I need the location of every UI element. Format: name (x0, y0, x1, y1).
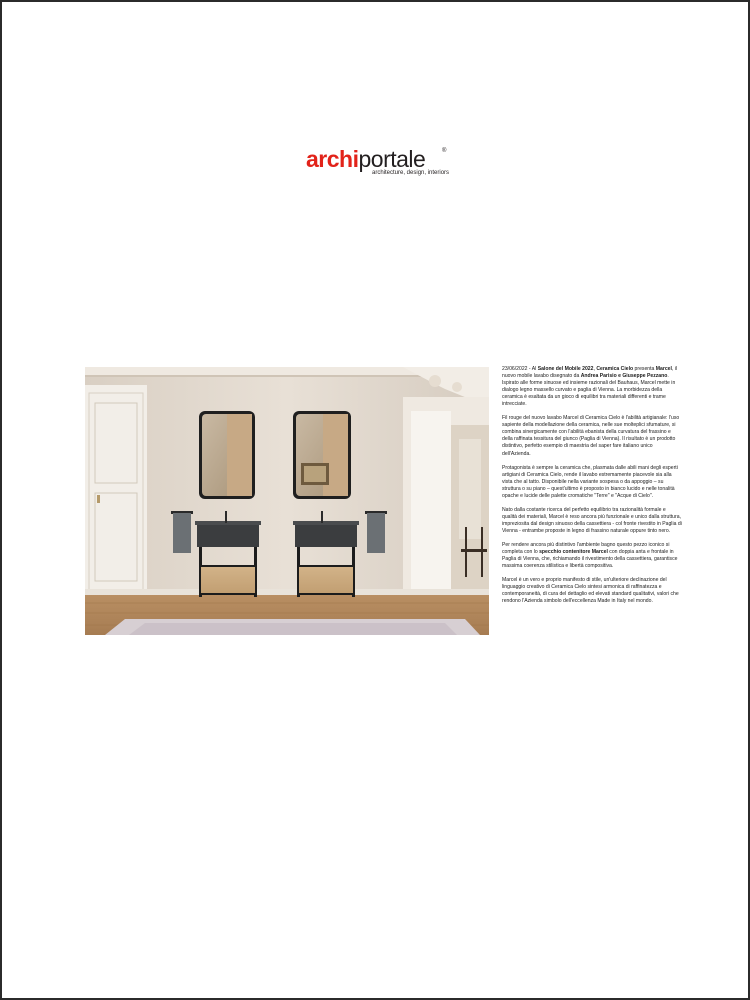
text-run: presenta (633, 366, 656, 372)
separator: , (593, 366, 597, 372)
registered-mark: ® (442, 148, 447, 154)
article-paragraph: Protagonista è sempre la ceramica che, plasmata dalle abili mani degli esperti artigiani di Ceramica Cielo, rende il lavabo estremamente piacevole sia alla vista che al tatto. Disponibile nella variante sospesa o da appoggio – su struttura o su piano – quest'ultimo è proposto in bianco lucido e nelle tonalità opache e lucide delle palette cromatiche "Terre" e "Acque di Cielo". (502, 464, 678, 499)
brand-name: Ceramica Cielo (596, 366, 634, 372)
article-paragraph (502, 366, 682, 408)
mirror-product-name: specchio contenitore Marcel (539, 549, 608, 556)
logo-tagline: architecture, design, interiors (372, 170, 450, 176)
article-paragraph: Nato dalla costante ricerca del perfetto equilibrio tra razionalità formale e qualità dei materiali, Marcel è reso ancora più funzionale e unico dalla struttura, impreziosita dal design sinuoso della cassettiera - col fronte rivestito in Paglia di Vienna - entrambe proposte in legno di frassino naturale oppure tinto nero. (502, 506, 682, 534)
article-body (502, 366, 682, 612)
article-paragraph (502, 542, 682, 570)
logo-wordmark (306, 146, 425, 172)
logo-archi-text: archi (306, 146, 359, 172)
text-run: , il nuovo mobile lavabo disegnato da (502, 366, 678, 380)
article-date: 23/06/2022 - Al (502, 366, 538, 372)
bathroom-photo (85, 367, 489, 635)
text-run: con doppia anta e frontale in Paglia di Vienna, che, richiamando il rivestimento della cassettiera, garantisce massima coerenza stilistica e libertà compositiva. (502, 549, 678, 570)
text-run: . Ispirato alle forme sinuose ed insieme razionali del Bauhaus, Marcel mette in dialogo legno massello curvato e paglia di Vienna. La morbidezza della ceramica è esaltata da un gioco di equilibri tra materiali differenti e trame intrecciate. (502, 373, 676, 408)
event-name: Salone del Mobile 2022 (537, 366, 594, 372)
text-run: Per rendere ancora più distintivo l'ambiente bagno questo pezzo iconico si completa con lo (502, 541, 670, 556)
designers-name: Andrea Parisio e Giuseppe Pezzano (580, 373, 668, 380)
archiportale-logo[interactable] (306, 146, 456, 180)
logo-portale-text: portale (358, 146, 426, 172)
product-name: Marcel (655, 366, 672, 372)
article-paragraph: Marcel è un vero e proprio manifesto di stile, un'ulteriore declinazione del linguaggio creativo di Ceramica Cielo sintesi armonica di raffinatezza e contemporaneità, di cura del dettaglio ed elevati standard qualitativi, valori che rendono l'Azienda simbolo dell'eccellenza Made in Italy nel mondo. (502, 577, 679, 605)
article-paragraph: Fil rouge del nuovo lavabo Marcel di Ceramica Cielo è l'abilità artigianale: l'uso sapiente della modellazione della ceramica, nelle sue molteplici sfumature, si combina sinergicamente con l'abilità ebanista della curvatura del frassino e della raffinata tessitura del giunco (Paglia di Vienna). Il risultato è un prodotto distintivo, perfetto esempio di maestria del saper fare italiano unico dell'Azienda. (502, 415, 680, 457)
